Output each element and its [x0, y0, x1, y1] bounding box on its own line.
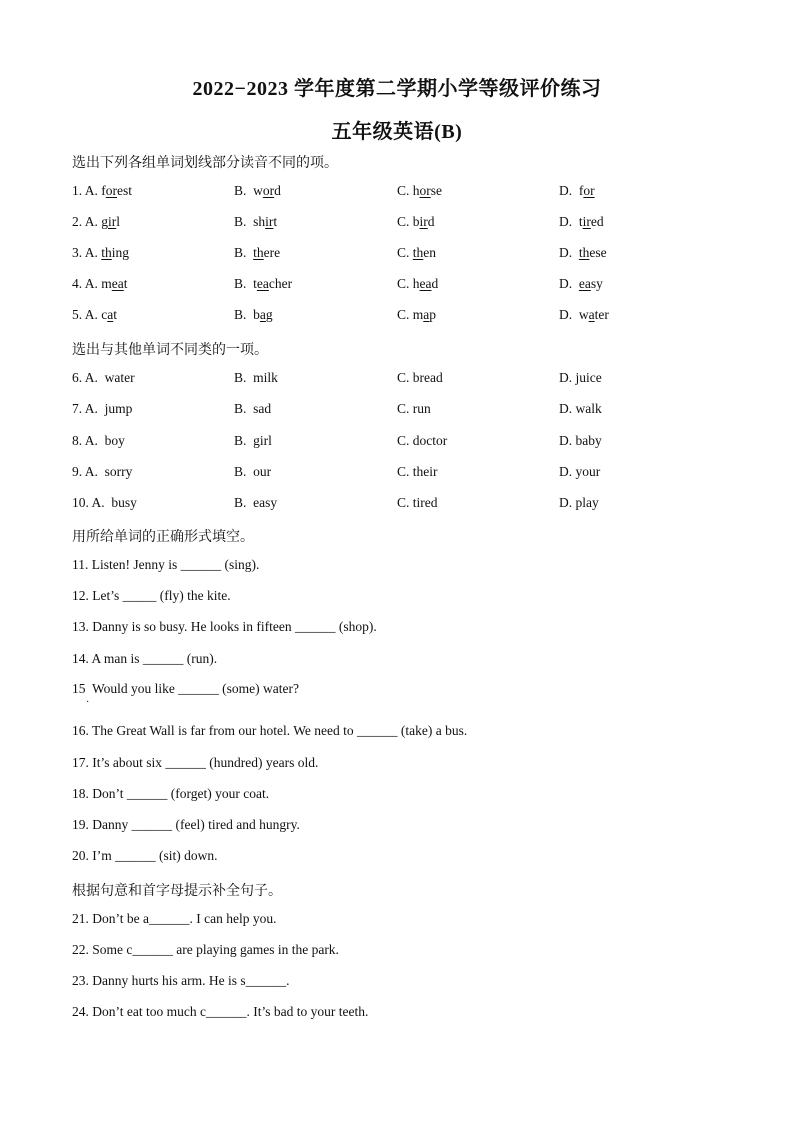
option-d: D. juice [559, 370, 602, 385]
option-c: C. bread [397, 370, 443, 385]
underlined-letters: th [412, 245, 424, 260]
option-d: D. easy [559, 276, 603, 291]
option-c: C. map [397, 307, 437, 322]
option-a: 8. A. boy [72, 432, 125, 448]
option-d: D. water [559, 307, 609, 322]
underlined-letters: ir [265, 214, 274, 229]
underlined-letters: ea [256, 276, 269, 291]
fill-question: 17. It’s about six ______ (hundred) years old. [72, 755, 319, 770]
option-c: C. horse [397, 183, 443, 198]
option-a: 4. A. meat [72, 276, 128, 291]
question-row [72, 276, 752, 296]
question-row [72, 183, 752, 203]
underlined-letters: a [259, 307, 266, 322]
fill-question: 20. I’m ______ (sit) down. [72, 848, 218, 863]
question-row [72, 495, 752, 515]
underlined-letters: a [588, 307, 595, 322]
underlined-letters: ir [582, 214, 591, 229]
option-c: C. then [397, 245, 437, 260]
option-b: B. there [234, 245, 281, 260]
option-a: 10. A. busy [72, 495, 137, 511]
option-b: B. girl [234, 432, 272, 448]
option-b: B. easy [234, 495, 278, 511]
underlined-letters: or [262, 183, 275, 198]
fill-question: 15 Would you like ______ (some) water? [72, 681, 299, 696]
option-d: D. walk [559, 401, 602, 417]
option-b: B. sad [234, 401, 272, 417]
option-b: B. shirt [234, 214, 278, 229]
option-d: D. baby [559, 432, 602, 448]
section-category-heading: 选出与其他单词不同类的一项。 [72, 342, 268, 358]
complete-question: 24. Don’t eat too much c______. It’s bad to your teeth. [72, 1004, 369, 1019]
underlined-letters: ea [111, 276, 124, 291]
option-a: 9. A. sorry [72, 463, 133, 479]
option-a: 2. A. girl [72, 214, 121, 229]
exam-subtitle: 五年级英语(B) [331, 121, 463, 143]
option-b: B. teacher [234, 276, 293, 291]
option-d: D. tired [559, 214, 604, 229]
underlined-letters: th [253, 245, 264, 260]
section-phonics-heading: 选出下列各组单词划线部分读音不同的项。 [72, 155, 338, 171]
underlined-letters: ea [578, 276, 591, 291]
underlined-letters: or [583, 183, 595, 198]
complete-question: 23. Danny hurts his arm. He is s______. [72, 973, 290, 988]
underlined-letters: a [423, 307, 430, 322]
question-row [72, 401, 752, 421]
question-row [72, 464, 752, 484]
underlined-letters: th [578, 245, 590, 260]
fill-question: 16. The Great Wall is far from our hotel. We need to ______ (take) a bus. [72, 723, 468, 738]
underlined-letters: or [419, 183, 431, 198]
option-b: B. our [234, 463, 272, 479]
option-a: 1. A. forest [72, 183, 132, 198]
fill-question: 13. Danny is so busy. He looks in fifteen ______ (shop). [72, 619, 377, 634]
underlined-letters: ir [419, 214, 428, 229]
underlined-letters: a [107, 307, 114, 322]
option-c: C. doctor [397, 432, 448, 448]
option-d: D. your [559, 463, 601, 479]
underlined-letters: or [105, 183, 117, 198]
option-d: D. these [559, 245, 607, 260]
option-c: C. run [397, 401, 431, 417]
option-a: 7. A. jump [72, 401, 133, 417]
section-fill-heading: 用所给单词的正确形式填空。 [72, 529, 254, 545]
question-row [72, 370, 752, 390]
underlined-letters: th [101, 245, 112, 260]
fill-question: 14. A man is ______ (run). [72, 651, 218, 666]
option-c: C. their [397, 463, 438, 479]
fill-question: 18. Don’t ______ (forget) your coat. [72, 786, 270, 801]
option-b: B. word [234, 183, 281, 198]
option-c: C. bird [397, 214, 435, 229]
exam-title: 2022−2023 学年度第二学期小学等级评价练习 [192, 78, 602, 100]
question-row [72, 245, 752, 265]
fill-question: 11. Listen! Jenny is ______ (sing). [72, 557, 260, 572]
option-d: D. for [559, 183, 595, 198]
question-row [72, 433, 752, 453]
fill-question: 12. Let’s _____ (fly) the kite. [72, 588, 231, 603]
option-b: B. milk [234, 370, 278, 385]
stray-dot: · [86, 697, 90, 708]
question-row [72, 214, 752, 234]
section-complete-heading: 根据句意和首字母提示补全句子。 [72, 883, 282, 899]
option-d: D. play [559, 495, 599, 511]
complete-question: 21. Don’t be a______. I can help you. [72, 911, 277, 926]
option-c: C. head [397, 276, 439, 291]
option-b: B. bag [234, 307, 273, 322]
underlined-letters: ea [419, 276, 432, 291]
option-a: 3. A. thing [72, 245, 130, 260]
complete-question: 22. Some c______ are playing games in the park. [72, 942, 339, 957]
option-a: 6. A. water [72, 370, 135, 385]
option-c: C. tired [397, 495, 438, 511]
option-a: 5. A. cat [72, 307, 118, 322]
underlined-letters: ir [108, 214, 117, 229]
fill-question: 19. Danny ______ (feel) tired and hungry. [72, 817, 300, 832]
question-row [72, 307, 752, 327]
